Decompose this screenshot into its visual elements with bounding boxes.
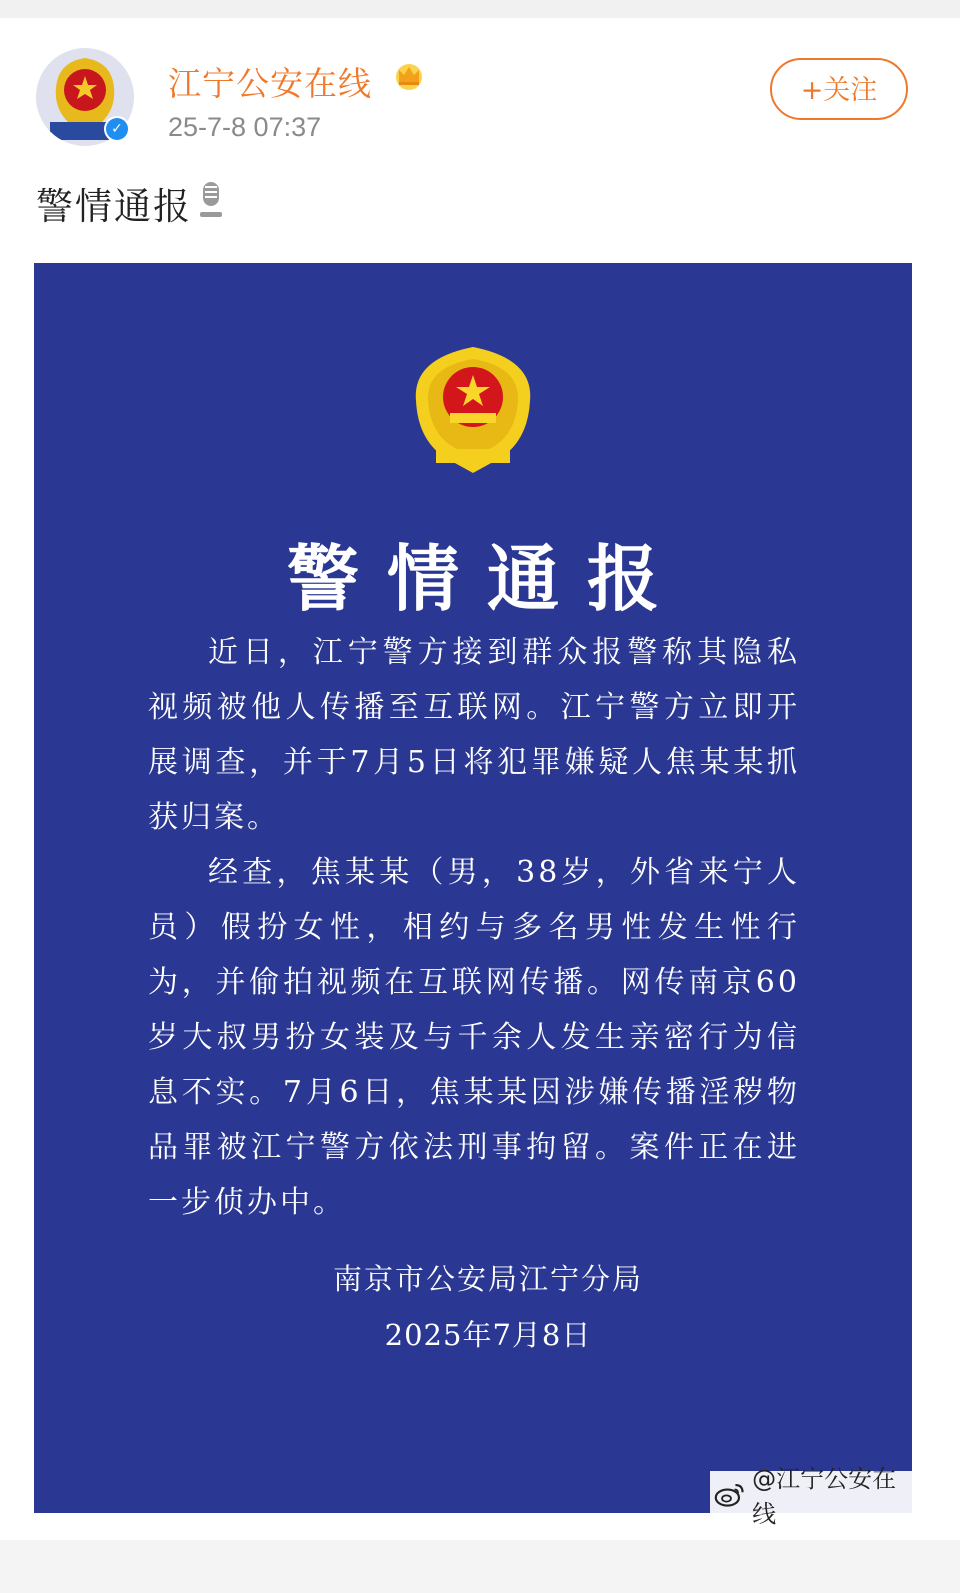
notice-paragraph: 经查，焦某某（男，38岁，外省来宁人员）假扮女性，相约与多名男性发生性行为，并偷拍视频在互联网传播。网传南京60岁大叔男扮女装及与千余人发生亲密行为信息不实。7月6日，焦某某因涉嫌传播淫秽物品罪被江宁警方依法刑事拘留。案件正在进一步侦办中。: [148, 855, 800, 1220]
issuing-organization: 南京市公安局江宁分局: [332, 1262, 643, 1296]
notice-title: 警情通报: [286, 536, 687, 621]
police-emblem-icon: [406, 341, 540, 479]
weibo-watermark: [710, 1465, 912, 1528]
top-separator: [0, 0, 960, 18]
follow-button[interactable]: +关注: [770, 58, 908, 120]
notice-paragraph: 近日，江宁警方接到群众报警称其隐私视频被他人传播至互联网。江宁警方立即开展调查，并于7月5日将犯罪嫌疑人焦某某抓获归案。: [148, 635, 800, 835]
watermark-text: @江宁公安在线: [752, 1465, 897, 1528]
crown-icon: [392, 60, 426, 90]
police-notice-image[interactable]: [34, 263, 912, 1528]
username[interactable]: 江宁公安在线: [168, 64, 372, 103]
microphone-icon: [194, 180, 228, 220]
notice-body: [148, 625, 800, 1230]
post-timestamp: 25-7-8 07:37: [168, 112, 322, 142]
post-header: [0, 40, 960, 160]
verified-badge-icon: ✓: [104, 116, 130, 142]
post-text: 警情通报: [36, 185, 192, 228]
weibo-icon: [714, 1479, 746, 1509]
notice-date: 2025年7月8日: [384, 1318, 592, 1352]
bottom-separator: [0, 1540, 960, 1593]
